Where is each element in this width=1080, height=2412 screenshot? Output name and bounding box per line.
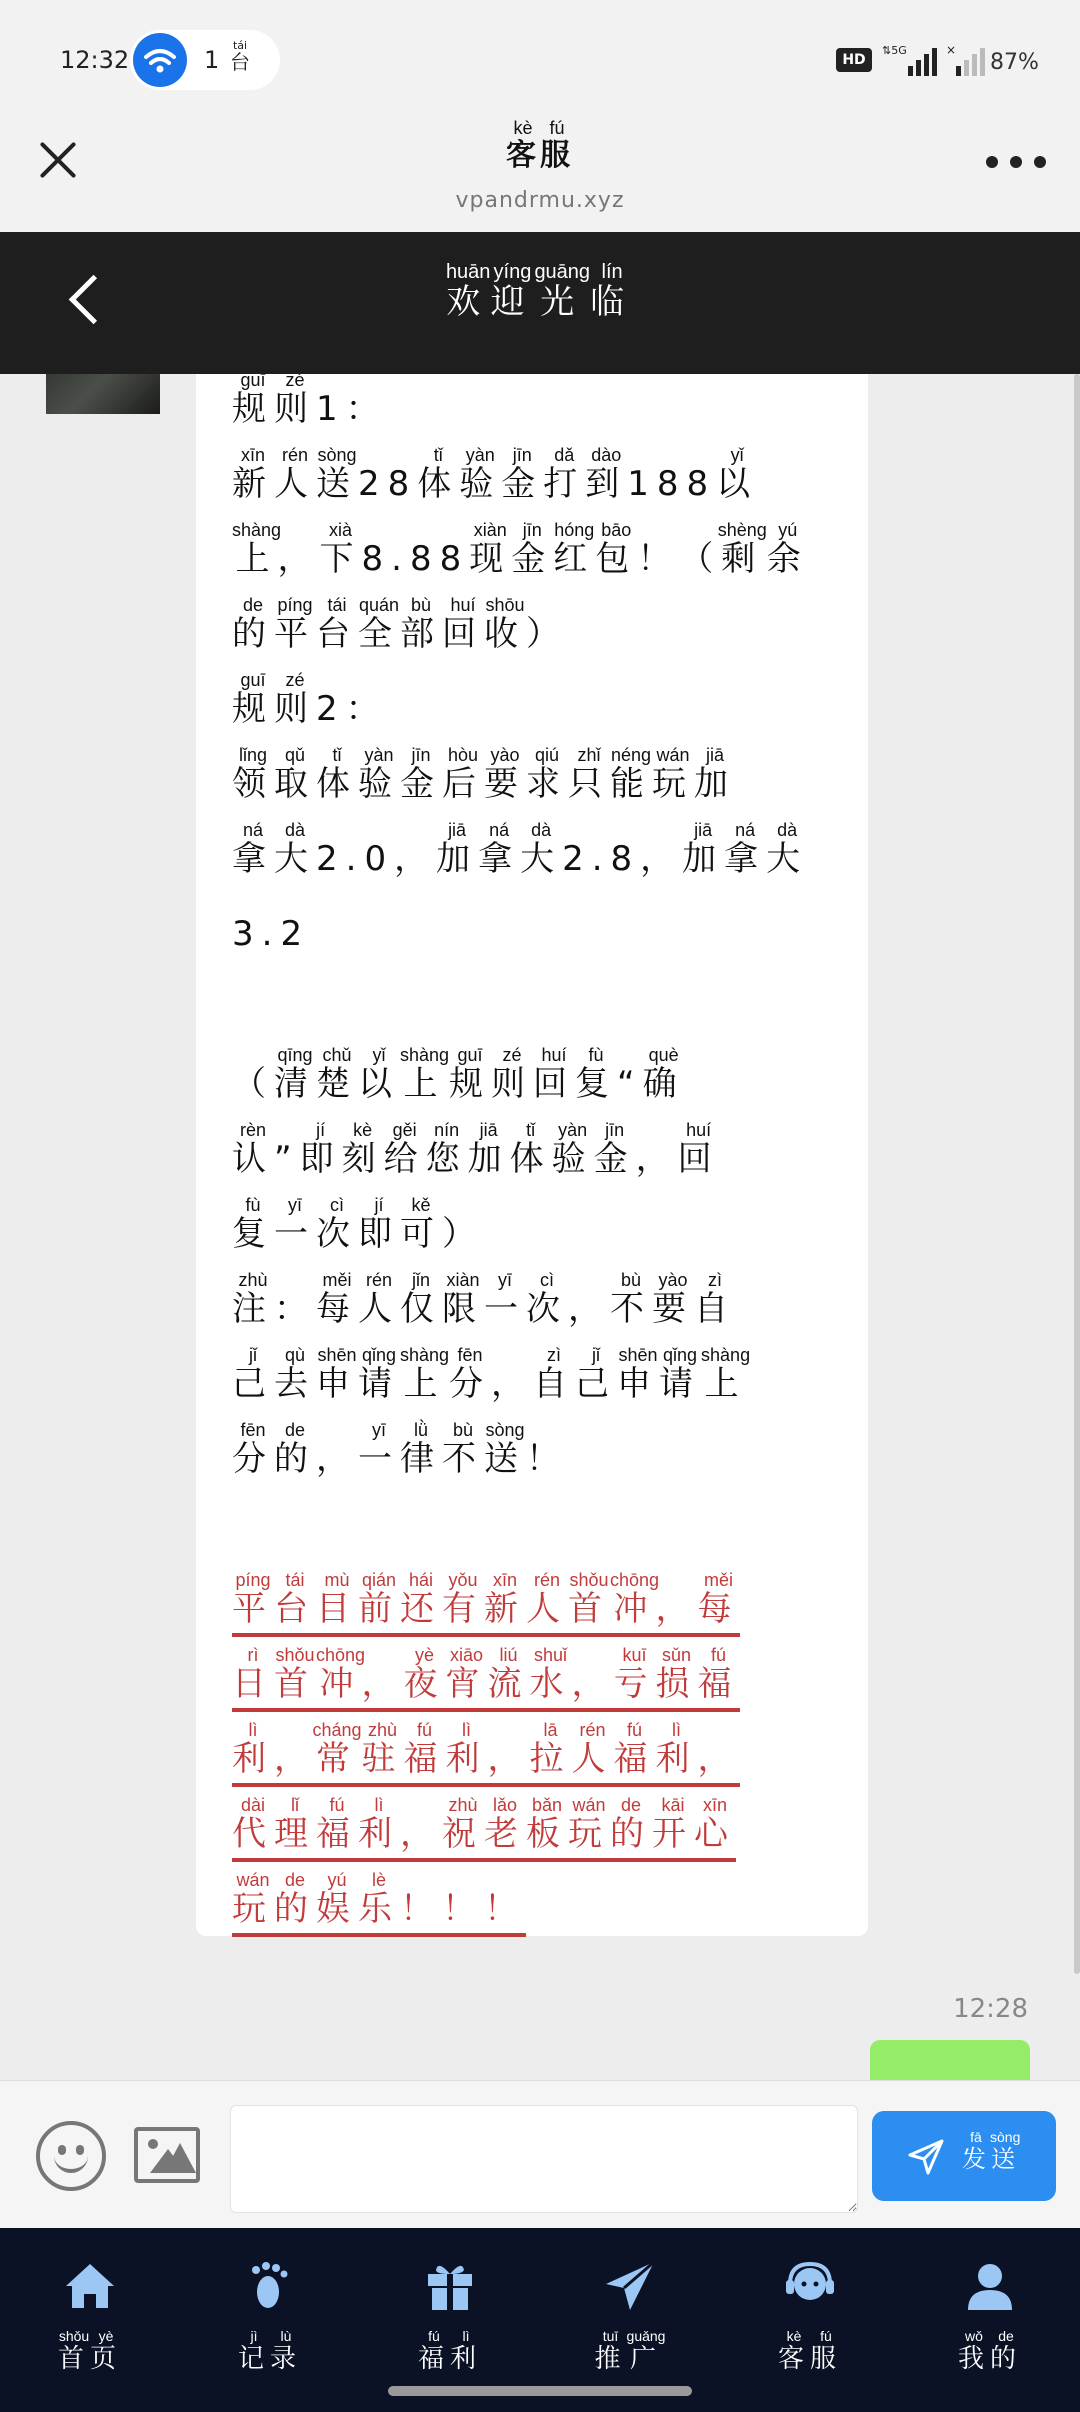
message-body bbox=[232, 374, 836, 1947]
home-indicator[interactable] bbox=[388, 2386, 692, 2396]
signal-icon bbox=[882, 44, 942, 78]
hotspot-label: tái 台 bbox=[230, 39, 250, 74]
svg-text:×: × bbox=[946, 44, 957, 57]
message-line: 平píng台tái目mù前qián还hái有yǒu新xīn人rén首shǒu冲chōng，每měi bbox=[232, 1572, 836, 1647]
message-line: 领lǐng取qǔ体tǐ验yàn金jīn后hòu要yào求qiú只zhǐ能néng玩wán加jiā bbox=[232, 745, 736, 804]
message-line: 日rì首shǒu冲chōng，夜yè宵xiāo流liú水shuǐ，亏kuī损sǔn福fú bbox=[232, 1647, 836, 1722]
nav-label: 客kè服fú bbox=[777, 2328, 843, 2374]
battery-level: 87% bbox=[990, 50, 1039, 75]
message-line: 规guī则zé1： bbox=[232, 374, 388, 429]
message-line: 规guī则zé2： bbox=[232, 670, 388, 729]
hd-badge: HD bbox=[836, 48, 872, 72]
status-time: 12:32 bbox=[60, 46, 130, 74]
agent-avatar[interactable] bbox=[46, 374, 160, 414]
send-button[interactable] bbox=[872, 2111, 1056, 2201]
scrollbar-thumb[interactable] bbox=[1074, 374, 1080, 1974]
nav-label: 福fú利lì bbox=[417, 2328, 483, 2374]
message-line: （清qīng楚chǔ以yǐ上shàng规guī则zé回huí复fù“确què bbox=[232, 1045, 685, 1104]
rules-text bbox=[232, 374, 836, 972]
nav-label: 记jì录lù bbox=[237, 2328, 303, 2374]
message-input[interactable] bbox=[230, 2105, 858, 2213]
webview-header bbox=[0, 120, 1080, 232]
page-url: vpandrmu.xyz bbox=[455, 188, 625, 213]
user-icon bbox=[962, 2258, 1018, 2314]
nav-customer-service[interactable] bbox=[720, 2248, 900, 2378]
page-title: 客kè服fú bbox=[506, 118, 574, 173]
message-line: 己jǐ去qù申shēn请qǐng上shàng分fēn，自zì己jǐ申shēn请qǐng上shàng bbox=[232, 1345, 751, 1404]
wifi-icon bbox=[133, 33, 187, 87]
message-line: 拿ná大dà2.0，加jiā拿ná大dà2.8，加jiā拿ná大dà bbox=[232, 820, 809, 879]
nav-mine[interactable] bbox=[900, 2248, 1080, 2378]
message-line: 的de平píng台tái全quán部bù回huí收shōu） bbox=[232, 595, 568, 654]
message-line: 代dài理lǐ福fú利lì，祝zhù老lǎo板bǎn玩wán的de开kāi心xīn bbox=[232, 1797, 836, 1872]
message-line: 分fēn的de，一yī律lǜ不bù送sòng！ bbox=[232, 1420, 568, 1479]
gift-icon bbox=[422, 2258, 478, 2314]
nav-records[interactable] bbox=[180, 2248, 360, 2378]
message-line: 上shàng，下xià8.88现xiàn金jīn红hóng包bāo！（剩shèng余yú bbox=[232, 520, 809, 579]
bottom-nav bbox=[0, 2228, 1080, 2412]
message-line: 复fù一yī次cì即jí可kě） bbox=[232, 1195, 484, 1254]
hotspot-pill[interactable] bbox=[130, 30, 280, 90]
message-line: 新xīn人rén送sòng28体tǐ验yàn金jīn打dǎ到dào188以yǐ bbox=[232, 445, 759, 504]
more-options-icon[interactable] bbox=[986, 156, 1046, 168]
nav-label: 首shǒu页yè bbox=[57, 2328, 123, 2374]
send-label: 发fā送sòng bbox=[962, 2129, 1021, 2173]
chat-scrollbar[interactable] bbox=[1072, 374, 1080, 1974]
app-header bbox=[0, 232, 1080, 374]
signal-icon-secondary bbox=[946, 44, 986, 78]
instructions-text bbox=[232, 1047, 836, 1497]
chat-area[interactable] bbox=[0, 374, 1080, 2080]
headset-icon bbox=[782, 2258, 838, 2314]
nav-home[interactable] bbox=[0, 2248, 180, 2378]
promo-text bbox=[232, 1572, 836, 1947]
emoji-icon[interactable] bbox=[36, 2121, 106, 2191]
nav-label: 推tuī广guǎng bbox=[594, 2328, 666, 2374]
send-icon bbox=[906, 2137, 946, 2177]
message-line: 认rèn”即jí刻kè给gěi您nín加jiā体tǐ验yàn金jīn，回huí bbox=[232, 1120, 720, 1179]
message-line: 玩wán的de娱yú乐lè！！！ bbox=[232, 1872, 836, 1947]
hotspot-count: 1 bbox=[204, 46, 220, 74]
outgoing-message-bubble bbox=[870, 2040, 1030, 2080]
incoming-message-bubble bbox=[196, 374, 868, 1936]
svg-text:⇅5G: ⇅5G bbox=[882, 44, 907, 57]
footprint-icon bbox=[242, 2258, 298, 2314]
nav-promote[interactable] bbox=[540, 2248, 720, 2378]
message-line: 3.2 bbox=[232, 914, 311, 954]
paper-plane-icon bbox=[602, 2258, 658, 2314]
nav-label: 我wǒ的de bbox=[957, 2328, 1023, 2374]
home-icon bbox=[62, 2258, 118, 2314]
message-line: 注zhù：每měi人rén仅jǐn限xiàn一yī次cì，不bù要yào自zì bbox=[232, 1270, 736, 1329]
image-upload-icon[interactable] bbox=[134, 2127, 200, 2183]
status-bar bbox=[0, 0, 1080, 120]
nav-benefits[interactable] bbox=[360, 2248, 540, 2378]
app-header-title: 欢huān迎yíng光guāng临lín bbox=[445, 261, 635, 322]
message-timestamp: 12:28 bbox=[953, 1994, 1028, 2024]
message-line: 利lì，常cháng驻zhù福fú利lì，拉lā人rén福fú利lì， bbox=[232, 1722, 836, 1797]
input-bar bbox=[0, 2080, 1080, 2228]
